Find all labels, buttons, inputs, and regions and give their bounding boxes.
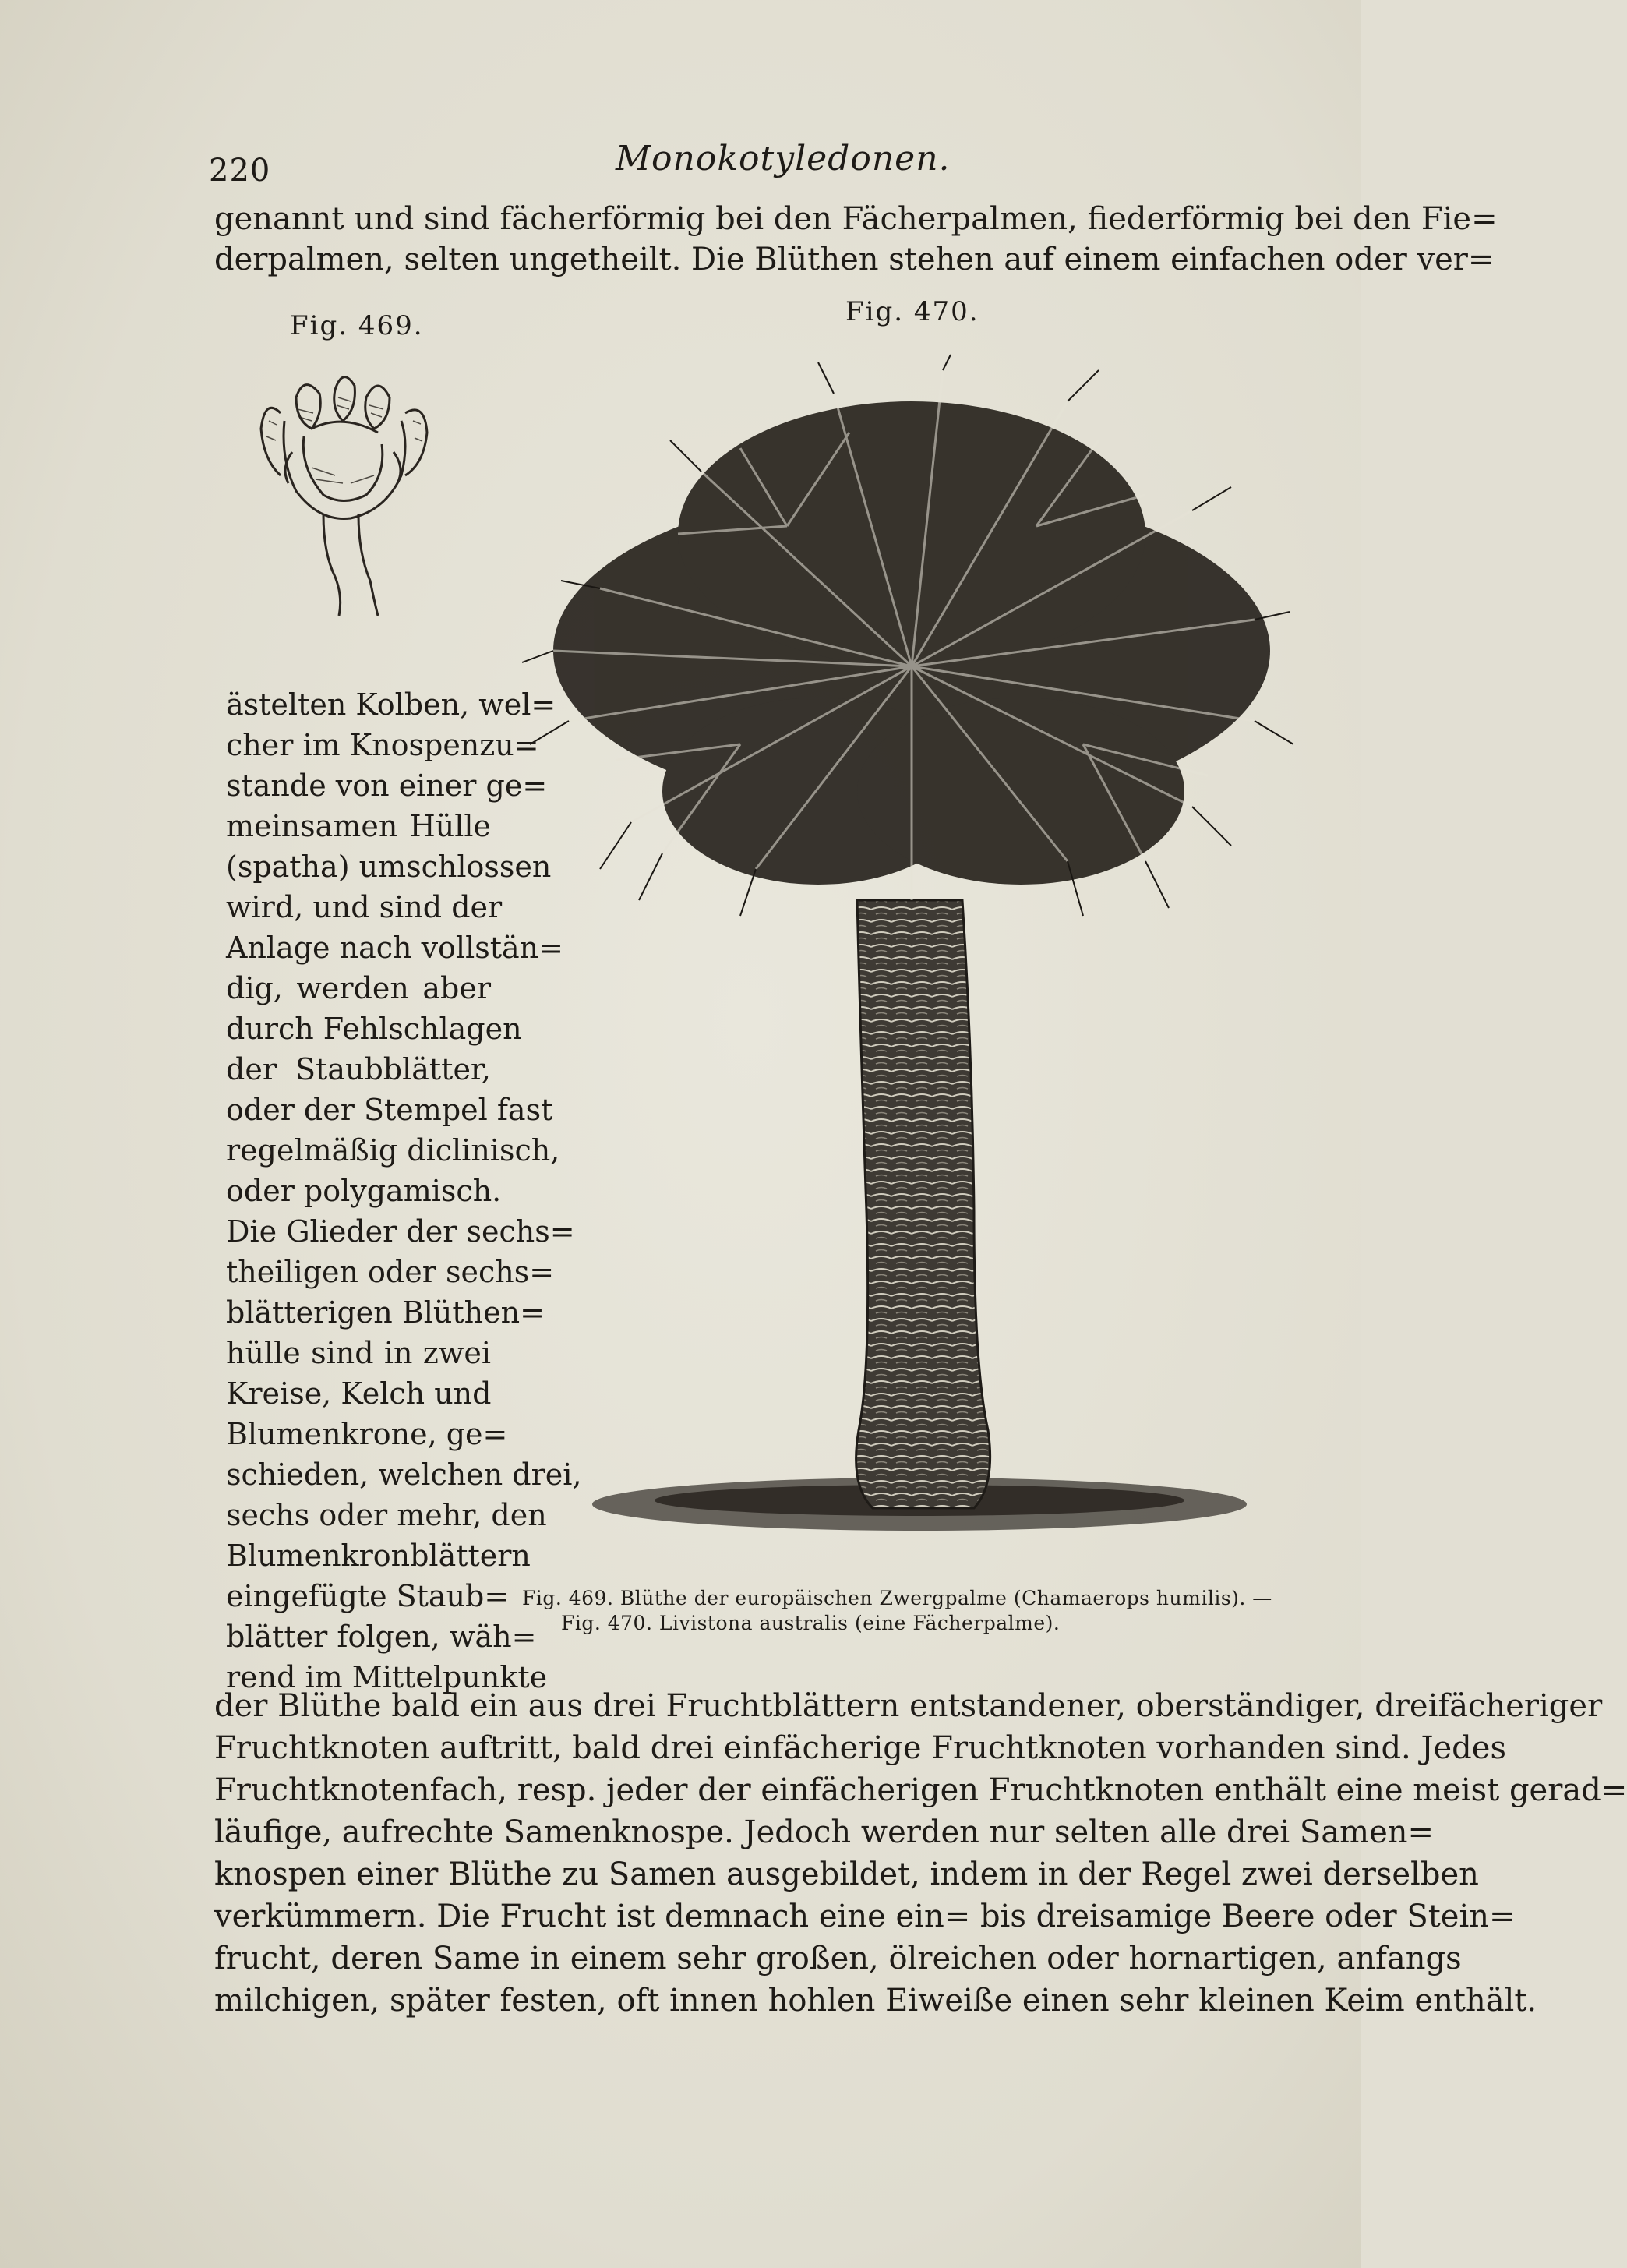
text-line: frucht, deren Same in einem sehr großen, ölreichen oder hornartigen, anfangs (214, 1941, 1462, 1977)
text-line: der Staubblätter, (226, 1052, 491, 1086)
fig469-label: Fig. 469. (290, 310, 424, 341)
text-line: oder polygamisch. (226, 1174, 502, 1208)
text-line: blätter folgen, wäh= (226, 1620, 537, 1654)
text-line: schieden, welchen drei, (226, 1457, 582, 1492)
text-line: stande von einer ge= (226, 768, 548, 803)
text-line: cher im Knospenzu= (226, 728, 539, 762)
text-line: der Blüthe bald ein aus drei Fruchtblättern entstandener, oberständiger, dreifächeriger (214, 1688, 1603, 1724)
text-line: wird, und sind der (226, 890, 503, 924)
text-line: Kreise, Kelch und (226, 1376, 492, 1411)
text-line: blätterigen Blüthen= (226, 1295, 545, 1330)
running-title: Monokotyledonen. (616, 139, 951, 178)
text-line: sechs oder mehr, den (226, 1498, 547, 1532)
text-line: dig, werden aber (226, 971, 491, 1005)
text-line: meinsamen Hülle (226, 809, 491, 843)
figure-caption: Fig. 470. Livistona australis (eine Fächerpalme). (561, 1612, 1061, 1634)
text-line: Die Glieder der sechs= (226, 1214, 575, 1249)
figure-caption: Fig. 469. Blüthe der europäischen Zwergpalme (Chamaerops humilis). — (522, 1587, 1272, 1609)
text-line: läufige, aufrechte Samenknospe. Jedoch werden nur selten alle drei Samen= (214, 1814, 1435, 1850)
text-line: rend im Mittelpunkte (226, 1660, 548, 1694)
text-line: knospen einer Blüthe zu Samen ausgebildet, indem in der Regel zwei derselben (214, 1856, 1479, 1892)
text-line: regelmäßig diclinisch, (226, 1133, 560, 1168)
text-line: theiligen oder sechs= (226, 1255, 555, 1289)
page-number: 220 (209, 153, 271, 189)
text-line: verkümmern. Die Frucht ist demnach eine ein= bis dreisamige Beere oder Stein= (214, 1899, 1516, 1934)
text-line: oder der Stempel fast (226, 1093, 553, 1127)
text-line: derpalmen, selten ungetheilt. Die Blüthen stehen auf einem einfachen oder ver= (214, 242, 1495, 277)
text-line: ästelten Kolben, wel= (226, 687, 556, 722)
text-line: (spatha) umschlossen (226, 850, 552, 884)
text-line: Fruchtknotenfach, resp. jeder der einfächerigen Fruchtknoten enthält eine meist gerad= (214, 1772, 1627, 1808)
text-line: milchigen, später festen, oft innen hohlen Eiweiße einen sehr kleinen Keim enthält. (214, 1983, 1537, 2019)
palm-tree-illustration (506, 355, 1301, 1547)
text-line: Anlage nach vollstän= (226, 931, 563, 965)
text-line: Blumenkrone, ge= (226, 1417, 508, 1451)
flower-illustration (249, 366, 436, 624)
text-line: durch Fehlschlagen (226, 1012, 522, 1046)
text-line: genannt und sind fächerförmig bei den Fächerpalmen, fiederförmig bei den Fie= (214, 201, 1498, 237)
fig470-label: Fig. 470. (845, 296, 979, 327)
text-line: Blumenkronblättern (226, 1538, 531, 1573)
text-line: Fruchtknoten auftritt, bald drei einfächerige Fruchtknoten vorhanden sind. Jedes (214, 1730, 1506, 1766)
text-line: eingefügte Staub= (226, 1579, 510, 1613)
text-line: hülle sind in zwei (226, 1336, 491, 1370)
